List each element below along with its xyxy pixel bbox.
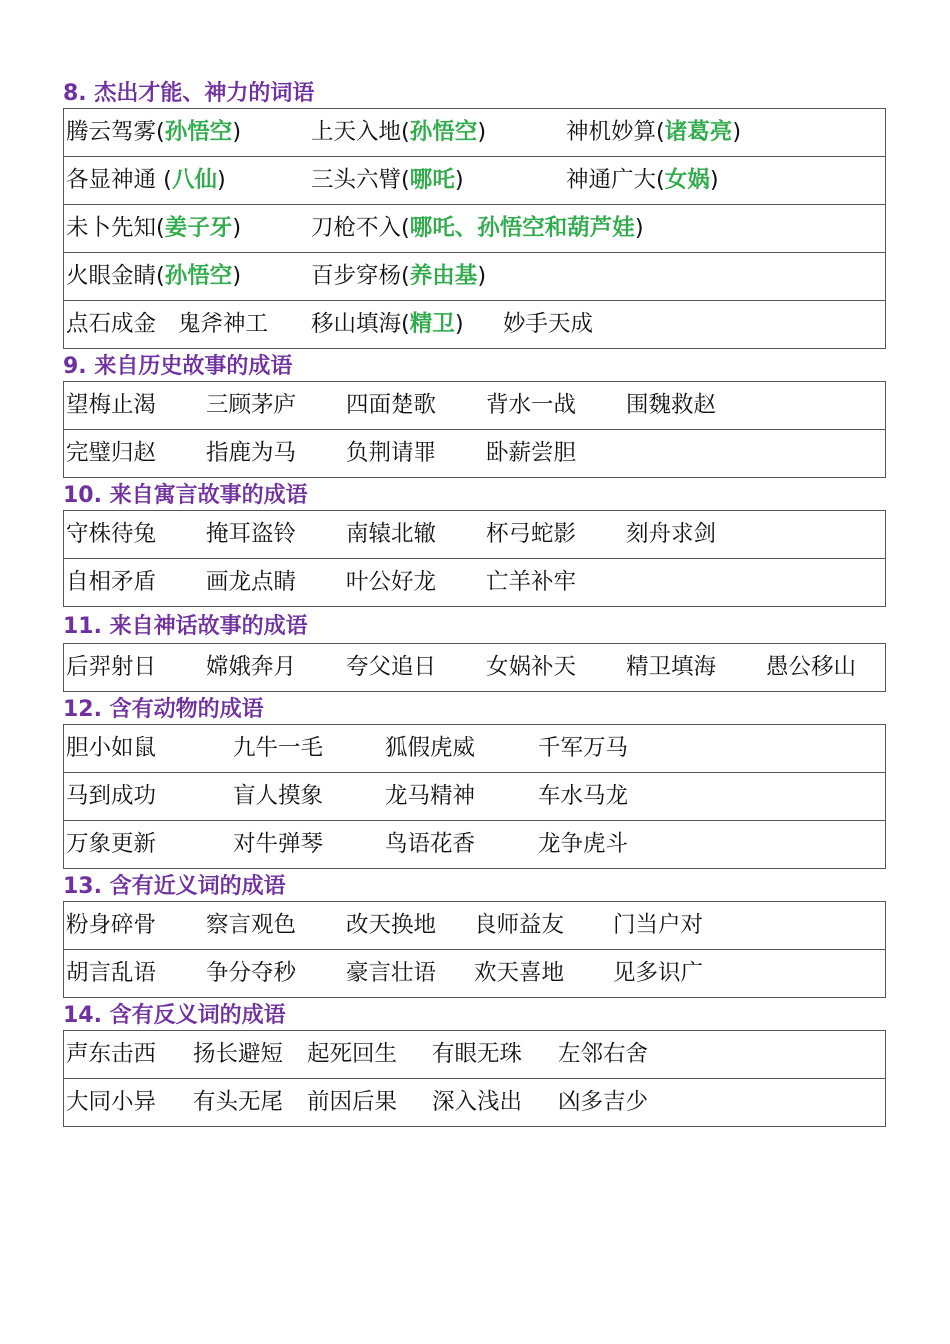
table-row [64,382,886,430]
idiom-item: 起死回生 [307,1041,398,1067]
idiom-item: 扬长避短 [193,1041,284,1067]
idiom-item: 愚公移山 [766,654,857,680]
idiom-item: 豪言壮语 [346,960,437,986]
idiom-item: 点石成金 [66,311,157,337]
section-title: 12. 含有动物的成语 [63,697,264,722]
idiom-item: 深入浅出 [432,1089,523,1115]
idiom-item: 对牛弹琴 [233,831,324,857]
section-title: 9. 来自历史故事的成语 [63,354,293,379]
idiom-item: 卧薪尝胆 [486,440,577,466]
idiom-item: 背水一战 [486,392,577,418]
idiom-item: 南辕北辙 [346,521,437,547]
idiom-item: 腾云驾雾(孙悟空) [66,119,242,145]
idiom-item: 三头六臂(哪吒) [311,167,464,193]
idiom-item: 自相矛盾 [66,569,157,595]
idiom-item: 大同小异 [66,1089,157,1115]
idiom-item: 百步穿杨(养由基) [311,263,487,289]
table-row [64,902,886,950]
idiom-item: 改天换地 [346,912,437,938]
idiom-item: 上天入地(孙悟空) [311,119,487,145]
idiom-item: 嫦娥奔月 [206,654,297,680]
idiom-item: 各显神通 (八仙) [66,167,226,193]
idiom-item: 胆小如鼠 [66,735,157,761]
idiom-item: 守株待兔 [66,521,157,547]
table-row [64,253,886,301]
table-row [64,205,886,253]
table-row [64,559,886,607]
idiom-item: 精卫填海 [626,654,717,680]
idiom-item: 四面楚歌 [346,392,437,418]
idiom-item: 刻舟求剑 [626,521,717,547]
idiom-item: 望梅止渴 [66,392,157,418]
idiom-item: 负荆请罪 [346,440,437,466]
table-row [64,644,886,692]
idiom-table [63,510,886,607]
table-row [64,950,886,998]
idiom-item: 狐假虎威 [385,735,476,761]
idiom-item: 完璧归赵 [66,440,157,466]
idiom-item: 鬼斧神工 [178,311,269,337]
idiom-item: 有眼无珠 [432,1041,523,1067]
idiom-item: 火眼金睛(孙悟空) [66,263,242,289]
idiom-item: 女娲补天 [486,654,577,680]
table-row [64,773,886,821]
idiom-item: 龙马精神 [385,783,476,809]
section-title: 10. 来自寓言故事的成语 [63,483,308,508]
idiom-item: 神机妙算(诸葛亮) [566,119,742,145]
section-title: 14. 含有反义词的成语 [63,1003,286,1028]
idiom-item: 龙争虎斗 [538,831,629,857]
idiom-item: 有头无尾 [193,1089,284,1115]
idiom-item: 三顾茅庐 [206,392,297,418]
idiom-item: 良师益友 [474,912,565,938]
idiom-item: 围魏救赵 [626,392,717,418]
idiom-worksheet [63,76,886,1127]
table-row [64,1031,886,1079]
idiom-table [63,381,886,478]
idiom-table [63,901,886,998]
idiom-item: 指鹿为马 [206,440,297,466]
idiom-item: 见多识广 [613,960,704,986]
idiom-item: 左邻右舍 [558,1041,649,1067]
idiom-item: 争分夺秒 [206,960,297,986]
table-row [64,821,886,869]
idiom-item: 未卜先知(姜子牙) [66,215,242,241]
idiom-item: 门当户对 [613,912,704,938]
idiom-item: 欢天喜地 [474,960,565,986]
idiom-item: 神通广大(女娲) [566,167,719,193]
idiom-item: 亡羊补牢 [486,569,577,595]
table-row [64,157,886,205]
idiom-item: 画龙点睛 [206,569,297,595]
idiom-item: 杯弓蛇影 [486,521,577,547]
idiom-item: 胡言乱语 [66,960,157,986]
idiom-item: 察言观色 [206,912,297,938]
idiom-item: 千军万马 [538,735,629,761]
idiom-item: 妙手天成 [503,311,594,337]
section-title: 13. 含有近义词的成语 [63,874,286,899]
idiom-item: 车水马龙 [538,783,629,809]
idiom-item: 前因后果 [307,1089,398,1115]
idiom-item: 掩耳盗铃 [206,521,297,547]
idiom-item: 刀枪不入(哪吒、孙悟空和葫芦娃) [311,215,644,241]
idiom-table [63,643,886,692]
table-row [64,109,886,157]
idiom-item: 马到成功 [66,783,157,809]
idiom-table [63,108,886,349]
idiom-item: 夸父追日 [346,654,437,680]
idiom-item: 粉身碎骨 [66,912,157,938]
idiom-item: 声东击西 [66,1041,157,1067]
idiom-table [63,724,886,869]
section-title: 8. 杰出才能、神力的词语 [63,81,315,106]
idiom-item: 盲人摸象 [233,783,324,809]
idiom-item: 九牛一毛 [233,735,324,761]
idiom-item: 鸟语花香 [385,831,476,857]
section-title: 11. 来自神话故事的成语 [63,614,308,639]
idiom-table [63,1030,886,1127]
idiom-item: 移山填海(精卫) [311,311,464,337]
table-row [64,1079,886,1127]
idiom-item: 万象更新 [66,831,157,857]
table-row [64,725,886,773]
idiom-item: 后羿射日 [66,654,157,680]
table-row [64,430,886,478]
idiom-item: 凶多吉少 [558,1089,649,1115]
table-row [64,511,886,559]
table-row [64,301,886,349]
idiom-item: 叶公好龙 [346,569,437,595]
